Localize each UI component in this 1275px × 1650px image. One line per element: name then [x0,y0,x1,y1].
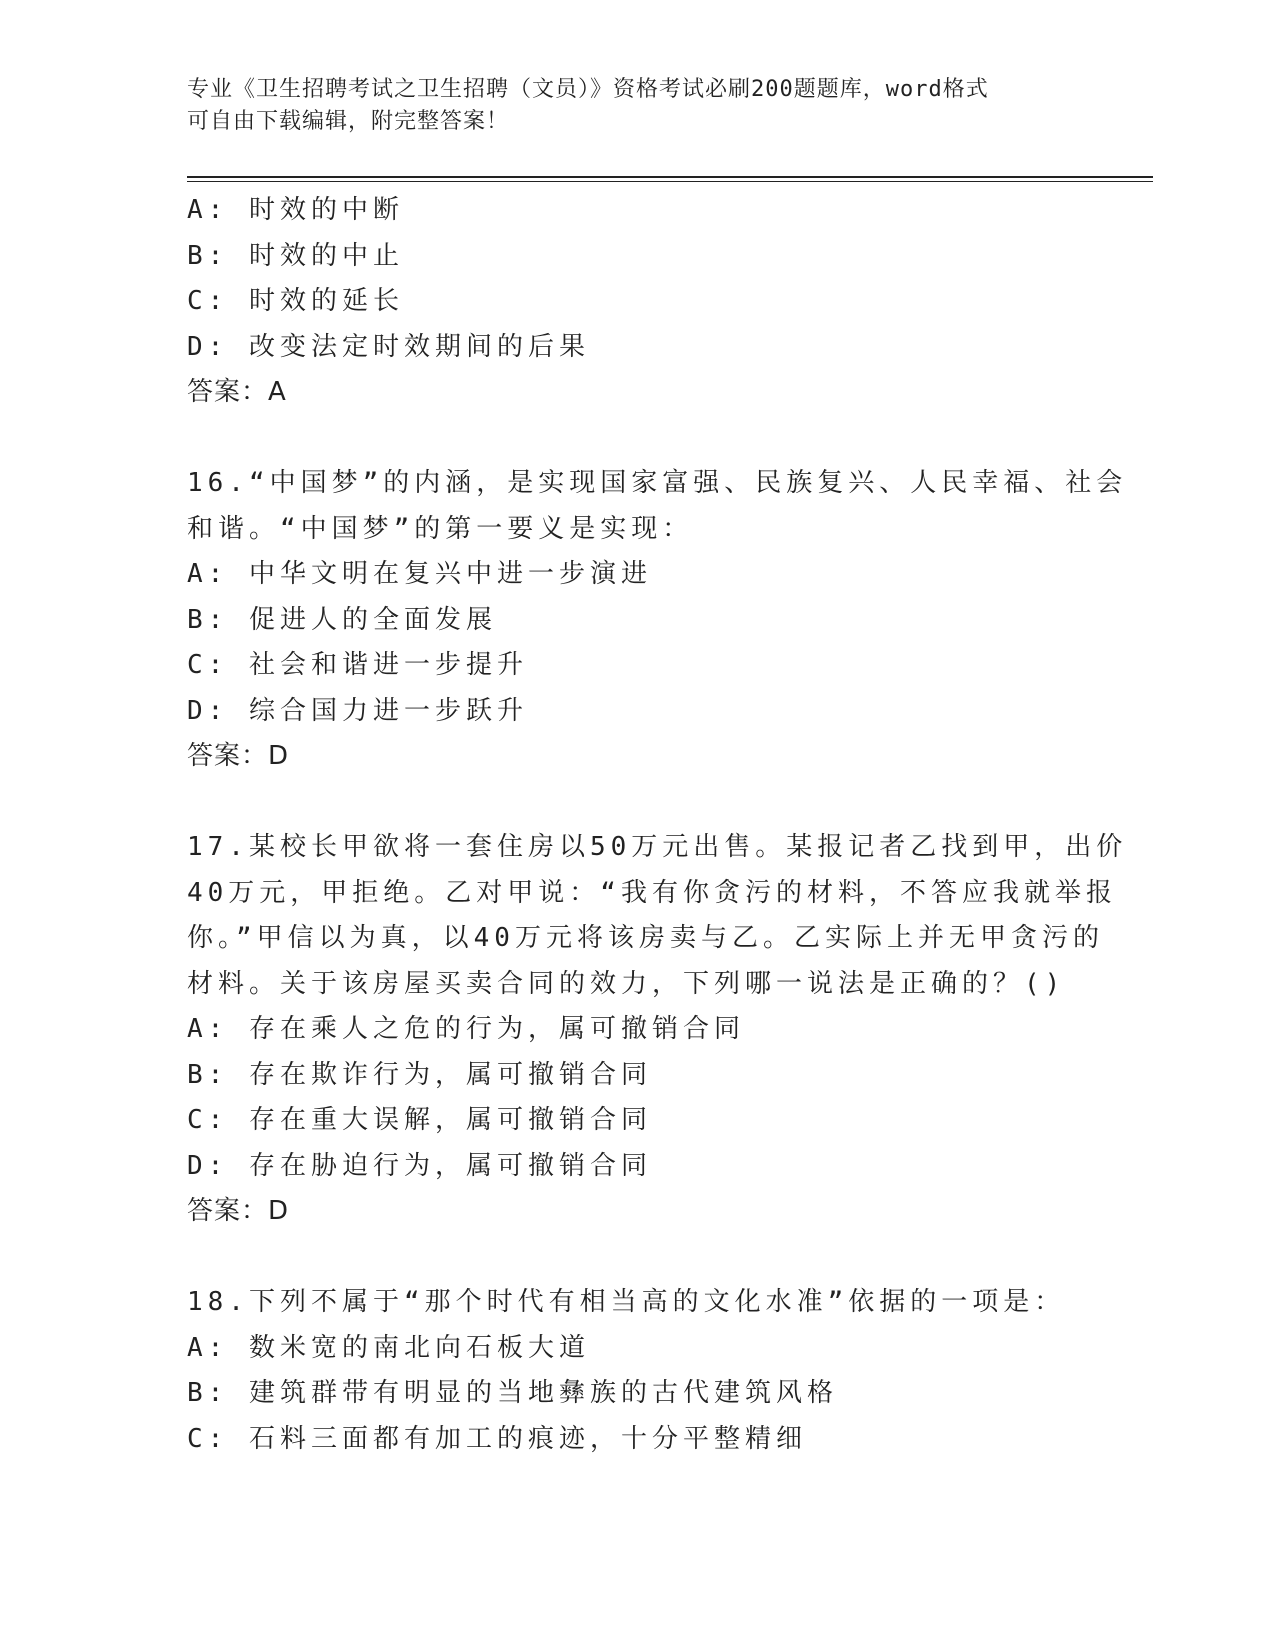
question-stem-line: 你。”甲信以为真，以40万元将该房卖与乙。乙实际上并无甲贪污的 [187,923,1104,953]
option-c: C: 存在重大误解，属可撤销合同 [187,1105,652,1135]
header-line-2: 可自由下载编辑，附完整答案！ [187,109,510,134]
option-a: A: 数米宽的南北向石板大道 [187,1332,590,1363]
question-16 [187,461,1128,780]
answer-line: 答案：D [187,741,290,771]
header-divider-thick [187,176,1153,178]
option-a: A: 时效的中断 [187,195,404,225]
option-d: D: 存在胁迫行为，属可撤销合同 [187,1150,652,1181]
question-stem-line: 40万元，甲拒绝。乙对甲说：“我有你贪污的材料，不答应我就举报 [187,877,1117,908]
question-stem-line: 18.下列不属于“那个时代有相当高的文化水准”依据的一项是： [187,1287,1066,1317]
option-d: D: 综合国力进一步跃升 [187,695,528,726]
document-header [187,74,1067,138]
option-b: B: 时效的中止 [187,240,404,271]
question-15 [187,188,1087,416]
spacer [187,416,1087,462]
spacer [187,780,1087,826]
header-line-1: 专业《卫生招聘考试之卫生招聘（文员）》资格考试必刷200题题库，word格式 [187,77,989,102]
question-stem-line: 材料。关于该房屋买卖合同的效力，下列哪一说法是正确的？() [187,968,1066,999]
option-a: A: 中华文明在复兴中进一步演进 [187,559,652,589]
question-stem-line: 和谐。“中国梦”的第一要义是实现： [187,513,694,544]
option-c: C: 石料三面都有加工的痕迹，十分平整精细 [187,1423,807,1454]
option-a: A: 存在乘人之危的行为，属可撤销合同 [187,1014,745,1044]
answer-line: 答案：A [187,377,287,407]
answer-line: 答案：D [187,1196,290,1226]
option-c: C: 社会和谐进一步提升 [187,650,528,680]
question-stem-line: 16.“中国梦”的内涵，是实现国家富强、民族复兴、人民幸福、社会 [187,468,1128,498]
option-b: B: 存在欺诈行为，属可撤销合同 [187,1059,652,1090]
question-stem-line: 17.某校长甲欲将一套住房以50万元出售。某报记者乙找到甲，出价 [187,832,1128,862]
question-18 [187,1280,1087,1462]
option-b: B: 促进人的全面发展 [187,604,497,635]
header-divider-thin [187,181,1153,182]
question-content [187,188,1128,1462]
spacer [187,1235,1087,1281]
option-b: B: 建筑群带有明显的当地彝族的古代建筑风格 [187,1378,838,1408]
question-17 [187,825,1128,1235]
option-d: D: 改变法定时效期间的后果 [187,331,590,362]
option-c: C: 时效的延长 [187,286,404,316]
